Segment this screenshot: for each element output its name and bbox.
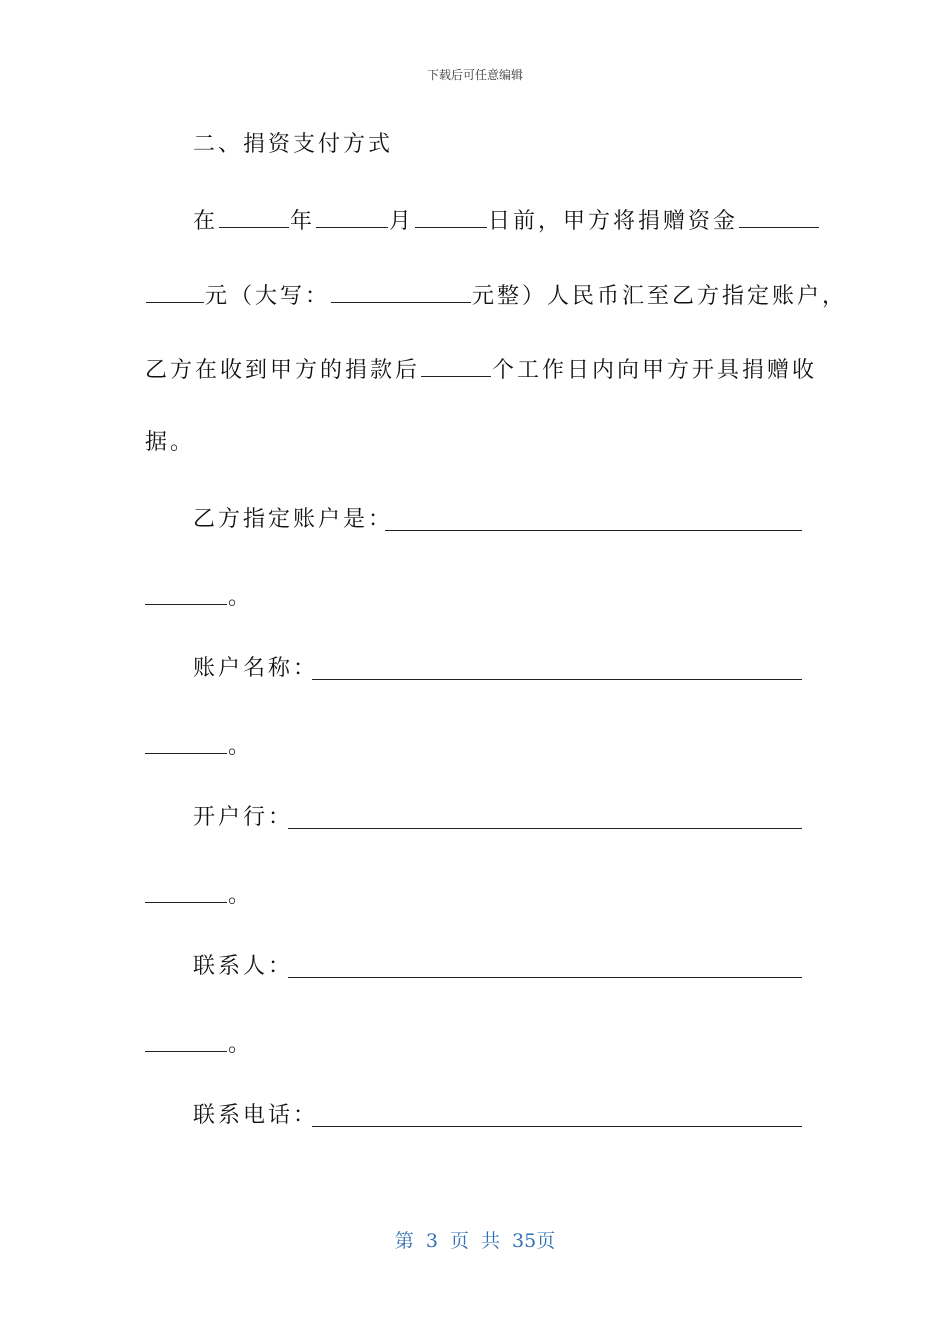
account-end-mark: 。: [228, 585, 254, 610]
text-after-receipt: 乙方在收到甲方的捐款后: [145, 358, 421, 383]
workdays-blank[interactable]: [421, 354, 491, 377]
bank-blank-cont[interactable]: [145, 901, 227, 903]
paragraph-line-1: [193, 205, 820, 235]
text-year: 年: [290, 209, 316, 234]
text-transfer: 元整）人民币汇至乙方指定账户，: [472, 284, 848, 309]
account-blank-cont[interactable]: [145, 603, 227, 605]
page-number: 第 3 页 共 35页: [394, 1230, 556, 1252]
contact-blank-cont[interactable]: [145, 1050, 227, 1052]
amount-words-blank[interactable]: [331, 280, 471, 303]
account-name-blank-cont[interactable]: [145, 752, 227, 754]
account-blank[interactable]: [385, 529, 802, 531]
contact-blank[interactable]: [288, 976, 802, 978]
amount-blank-start[interactable]: [739, 205, 819, 228]
account-name-end-mark: 。: [228, 734, 254, 759]
account-name-blank[interactable]: [312, 678, 802, 680]
text-issue-receipt: 个工作日内向甲方开具捐赠收: [492, 358, 818, 383]
bank-blank[interactable]: [288, 827, 802, 829]
text-month: 月: [389, 209, 415, 234]
year-blank[interactable]: [219, 205, 289, 228]
section-title: 二、捐资支付方式: [193, 132, 394, 157]
account-label: 乙方指定账户是：: [193, 507, 394, 532]
phone-label: 联系电话：: [193, 1103, 319, 1128]
contact-end-mark: 。: [228, 1032, 254, 1057]
phone-blank[interactable]: [312, 1125, 802, 1127]
text-zai: 在: [193, 209, 219, 234]
paragraph-line-3: [145, 354, 817, 384]
amount-blank-end[interactable]: [146, 280, 204, 303]
bank-end-mark: 。: [228, 883, 254, 908]
account-name-label: 账户名称：: [193, 656, 319, 681]
text-yuan-daxie: 元（大写：: [205, 284, 331, 309]
paragraph-line-2: [145, 280, 847, 310]
day-blank[interactable]: [415, 205, 487, 228]
text-day-before: 日前，甲方将捐赠资金: [488, 209, 739, 234]
header-note: 下载后可任意编辑: [426, 68, 523, 82]
month-blank[interactable]: [316, 205, 388, 228]
bank-label: 开户行：: [193, 805, 294, 830]
contact-label: 联系人：: [193, 954, 294, 979]
paragraph-line-4: 据。: [145, 430, 196, 455]
